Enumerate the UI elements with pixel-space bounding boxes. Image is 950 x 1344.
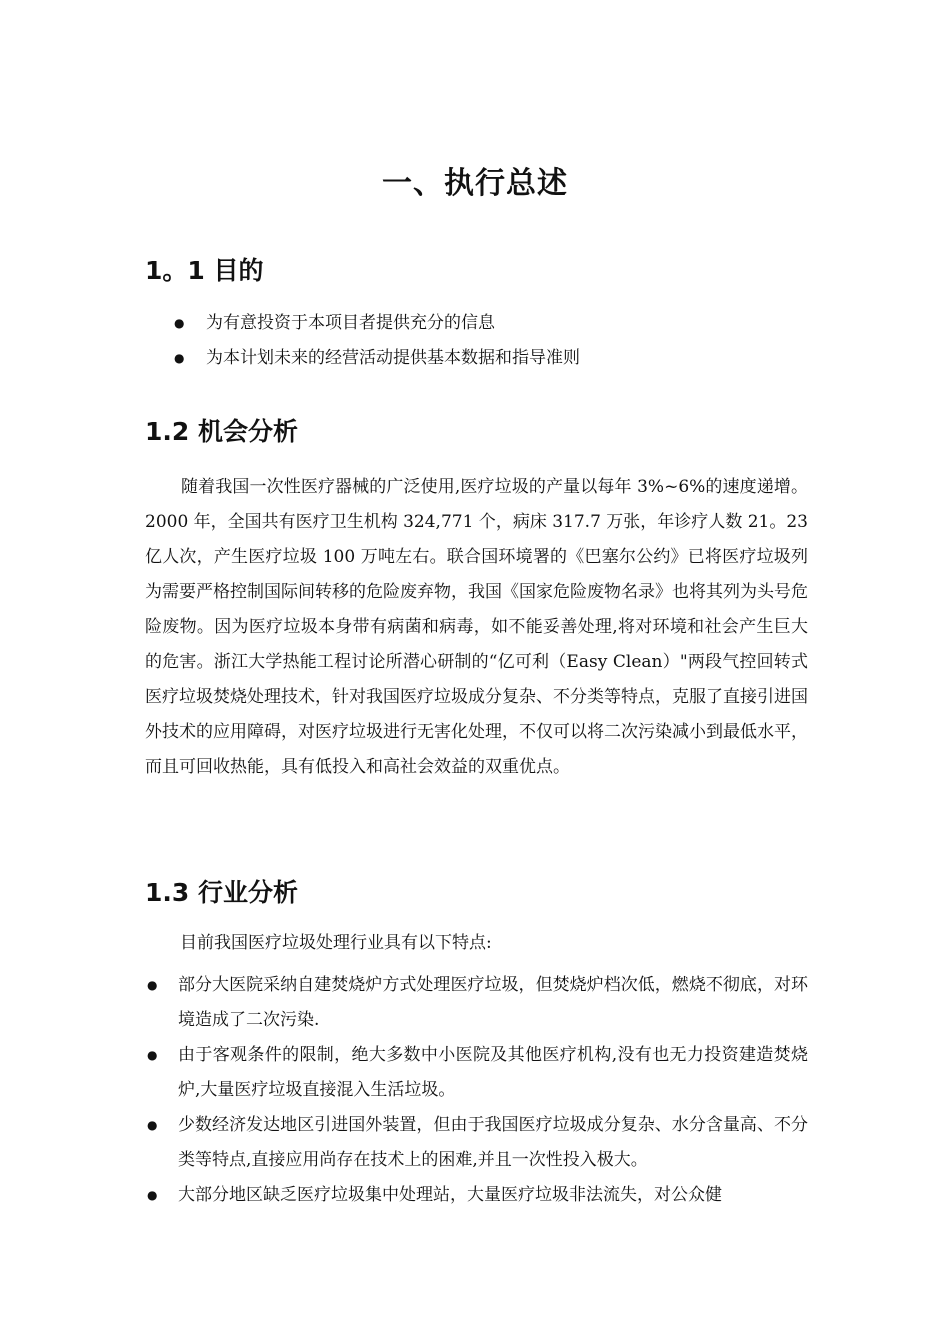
list-item (145, 1178, 808, 1213)
list-item (145, 1108, 808, 1178)
bullet-icon: ● (174, 351, 185, 365)
list-item-text: 由于客观条件的限制，绝大多数中小医院及其他医疗机构,没有也无力投资建造焚烧炉,大量医疗垃圾直接混入生活垃圾。 (178, 1045, 808, 1100)
section-heading-purpose: 1。1 目的 (145, 256, 264, 285)
bullet-icon: ● (147, 1048, 158, 1062)
bullet-icon: ● (147, 978, 158, 992)
list-item-text: 为本计划未来的经营活动提供基本数据和指导准则 (206, 348, 580, 368)
list-item (170, 311, 810, 335)
opportunity-paragraph: 随着我国一次性医疗器械的广泛使用,医疗垃圾的产量以每年 3%~6%的速度递增。2000 年，全国共有医疗卫生机构 324,771 个，病床 317.7 万张，年诊疗人数 21。23 亿人次，产生医疗垃圾 100 万吨左右。联合国环境署的《巴塞尔公约》已将医疗垃圾列为需要严格控制国际间转移的危险废弃物，我国《国家危险废物名录》也将其列为头号危险废物。因为医疗垃圾本身带有病菌和病毒，如不能妥善处理,将对环境和社会产生巨大的危害。浙江大学热能工程讨论所潜心研制的“亿可利（Easy Clean）"两段气控回转式医疗垃圾焚烧处理技术，针对我国医疗垃圾成分复杂、不分类等特点，克服了直接引进国外技术的应用障碍，对医疗垃圾进行无害化处理，不仅可以将二次污染减小到最低水平，而且可回收热能，具有低投入和高社会效益的双重优点。 (145, 477, 808, 777)
industry-intro: 目前我国医疗垃圾处理行业具有以下特点: (180, 933, 492, 953)
section-heading-opportunity: 1.2 机会分析 (145, 417, 298, 446)
bullet-icon: ● (174, 316, 185, 330)
list-item (145, 968, 808, 1038)
section-heading-industry: 1.3 行业分析 (145, 878, 298, 907)
list-item-text: 大部分地区缺乏医疗垃圾集中处理站，大量医疗垃圾非法流失，对公众健 (178, 1185, 722, 1205)
document-title: 一、执行总述 (382, 166, 568, 201)
list-item-text: 少数经济发达地区引进国外装置，但由于我国医疗垃圾成分复杂、水分含量高、不分类等特点,直接应用尚存在技术上的困难,并且一次性投入极大。 (178, 1115, 808, 1170)
list-item-text: 为有意投资于本项目者提供充分的信息 (206, 313, 495, 333)
industry-list (145, 968, 808, 1213)
list-item-text: 部分大医院采纳自建焚烧炉方式处理医疗垃圾，但焚烧炉档次低，燃烧不彻底，对环境造成了二次污染. (178, 975, 808, 1030)
bullet-icon: ● (147, 1118, 158, 1132)
purpose-list (170, 311, 810, 381)
list-item (145, 1038, 808, 1108)
bullet-icon: ● (147, 1188, 158, 1202)
list-item (170, 346, 810, 370)
